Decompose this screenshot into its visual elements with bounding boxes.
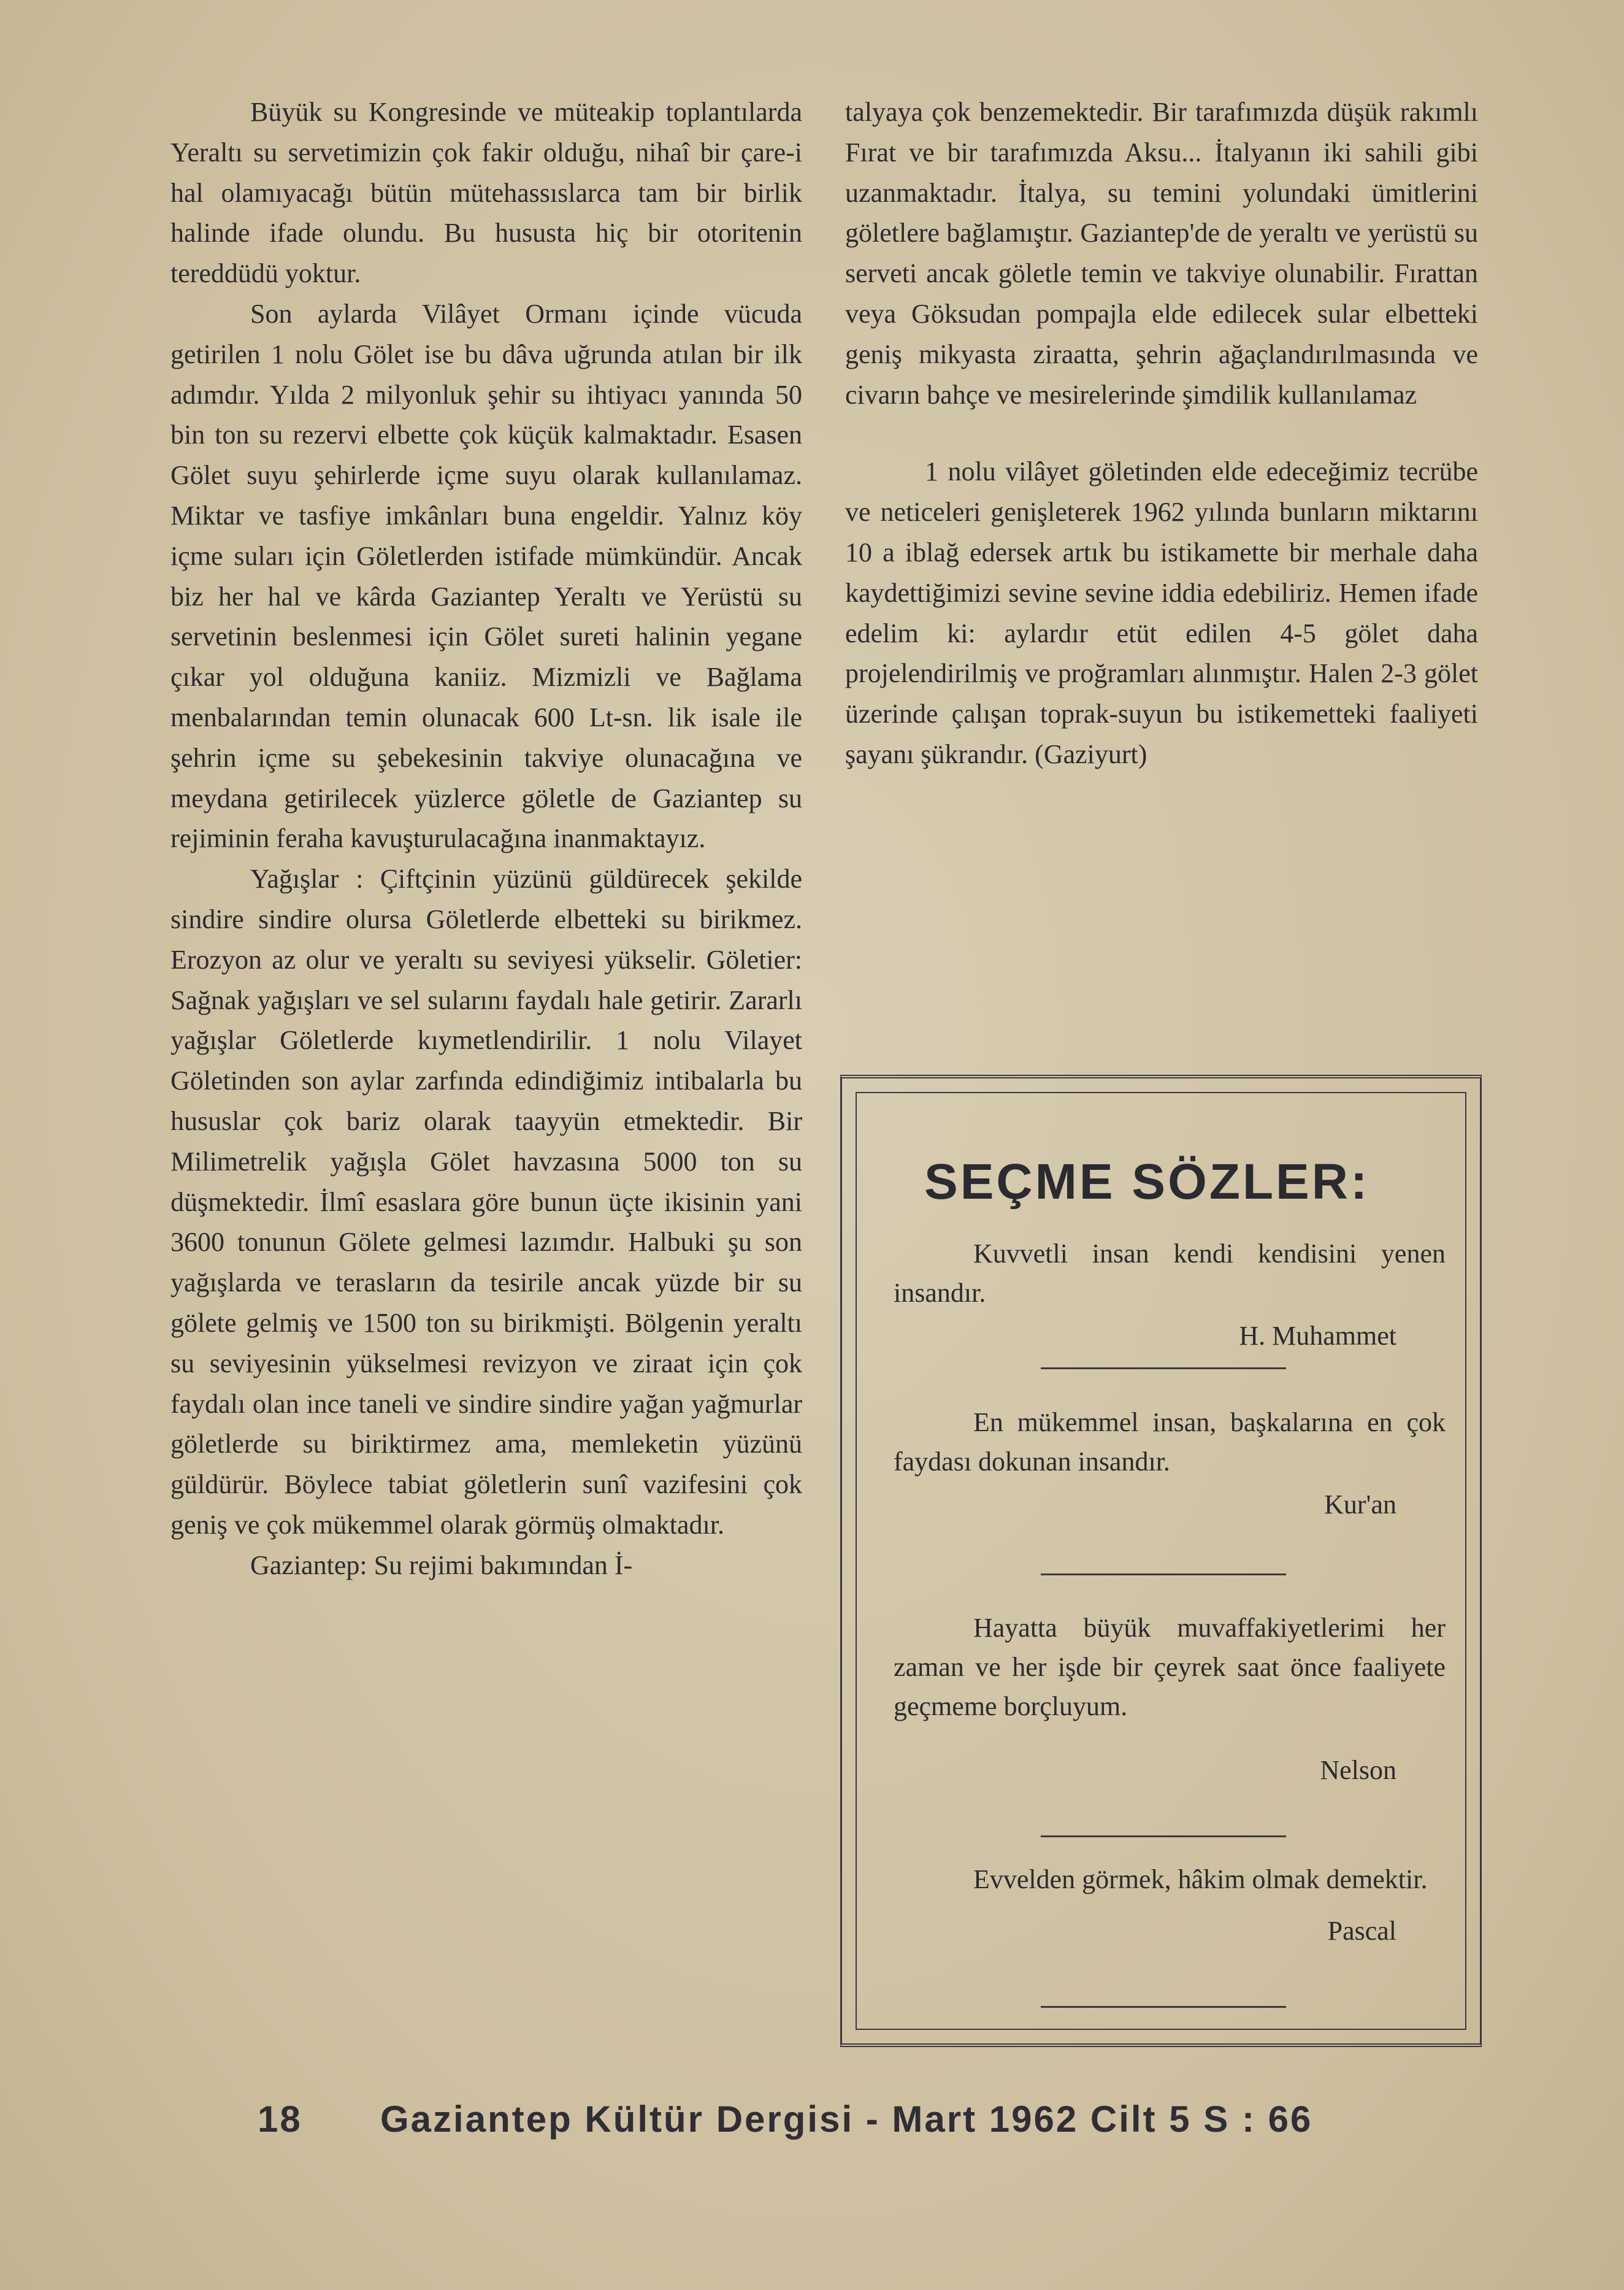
quote-author: H. Muhammet — [1239, 1321, 1396, 1351]
article-paragraph: Gaziantep: Su rejimi bakımından İ- — [250, 1550, 633, 1580]
journal-issue-line: Gaziantep Kültür Dergisi - Mart 1962 Cilt 5 S : 66 — [380, 2099, 1313, 2140]
selected-quotes-box — [840, 1075, 1482, 2047]
article-paragraph: Büyük su Kongresinde ve müteakip toplantılarda Yeraltı su servetimizin çok fakir olduğu, nihaî bir çare-i hal olamıyacağı bütün mütehassıslarca tam bir birlik halinde ifade olundu. Bu hususta hiç bir otoritenin tereddüdü yoktur. — [170, 97, 802, 289]
article-paragraph: 1 nolu vilâyet göletinden elde edeceğimiz tecrübe ve neticeleri genişleterek 1962 yılında bunların miktarını 10 a iblağ edersek artık bu istikamette bir merhale daha kaydettiğimizi sevine sevine iddia edebiliriz. Hemen ifade edelim ki: aylardır etüt edilen 4-5 gölet daha projelendirilmiş ve proğramları alınmıştır. Halen 2-3 gölet üzerinde çalışan toprak-suyun bu istikemetteki faaliyeti şayanı şükrandır. (Gaziyurt) — [845, 456, 1478, 769]
box-inner-frame — [856, 1092, 1466, 2030]
quote-item — [894, 1403, 1446, 1524]
quote-separator — [1041, 1573, 1286, 1575]
left-article-column — [170, 92, 802, 1585]
article-paragraph: Yağışlar : Çiftçinin yüzünü güldürecek şekilde sindire sindire olursa Göletlerde elbetteki su birikmez. Erozyon az olur ve yeraltı su seviyesi yükselir. Göletier: Sağnak yağışları ve sel sularını faydalı hale getirir. Zararlı yağışlar Göletlerde kıymetlendirilir. 1 nolu Vilayet Göletinden son aylar zarfında edindiğimiz intibalarla bu hususlar çok bariz olarak taayyün etmektedir. Bir Milimetrelik yağışla Gölet havzasına 5000 ton su düşmektedir. İlmî esaslara göre bunun üçte ikisinin yani 3600 tonunun Gölete gelmesi lazımdır. Halbuki şu son yağışlarda ve terasların da tesirile ancak yüzde bir su gölete gelmiş ve 1500 ton su birikmişti. Bölgenin yeraltı su seviyesinin yükselmesi revizyon ve ziraat için çok faydalı olan ince taneli ve sindire sindire yağan yağmurlar göletlerde su biriktirmez ama, memleketin yüzünü güldürür. Böylece tabiat göletlerin sunî vazifesini çok geniş ve çok mükemmel olarak görmüş olmaktadır. — [170, 864, 802, 1540]
quote-item — [894, 1234, 1446, 1356]
quote-separator — [1041, 1367, 1286, 1369]
quote-separator — [1041, 1835, 1286, 1837]
quote-item — [894, 1860, 1446, 1951]
quote-text: Evvelden görmek, hâkim olmak demektir. — [973, 1864, 1428, 1894]
quote-item — [894, 1608, 1446, 1790]
quote-text: En mükemmel insan, başkalarına en çok faydası dokunan insandır. — [894, 1407, 1446, 1477]
quote-text: Hayatta büyük muvaffakiyetlerimi her zaman ve her işde bir çeyrek saat önce faaliyete geçmeme borçluyum. — [894, 1613, 1446, 1721]
quote-author: Pascal — [1327, 1916, 1396, 1946]
article-paragraph: talyaya çok benzemektedir. Bir tarafımızda düşük rakımlı Fırat ve bir tarafımızda Aksu... İtalyanın iki sahili gibi uzanmaktadır. İtalya, su temini yolundaki ümitlerini göletlere bağlamıştır. Gaziantep'de de yeraltı ve yerüstü su serveti ancak göletle temin ve takviye olunabilir. Fırattan veya Göksudan pompajla elde edilecek sular elbetteki geniş mikyasta ziraatta, şehrin ağaçlandırılmasında ve civarın bahçe ve mesirelerinde şimdilik kullanılamaz — [845, 97, 1478, 410]
box-title: SEÇME SÖZLER: — [924, 1154, 1370, 1210]
article-paragraph: Son aylarda Vilâyet Ormanı içinde vücuda getirilen 1 nolu Gölet ise bu dâva uğrunda atılan bir ilk adımdır. Yılda 2 milyonluk şehir su ihtiyacı yanında 50 bin ton su rezervi elbette çok küçük kalmaktadır. Esasen Gölet suyu şehirlerde içme suyu olarak kullanılamaz. Miktar ve tasfiye imkânları buna engeldir. Yalnız köy içme suları için Göletlerden istifade mümkündür. Ancak biz her hal ve kârda Gaziantep Yeraltı ve Yerüstü su servetinin beslenmesi için Gölet sureti halinin yegane çıkar yol olduğuna kaniiz. Mizmizli ve Bağlama menbalarından temin olunacak 600 Lt-sn. lik isale ile şehrin içme su şebekesinin takviye olunacağına ve meydana getirilecek yüzlerce göletle de Gaziantep su rejiminin feraha kavuşturulacağına inanmaktayız. — [170, 298, 802, 854]
quote-text: Kuvvetli insan kendi kendisini yenen insandır. — [894, 1239, 1446, 1308]
quote-author: Kur'an — [1324, 1489, 1396, 1520]
page-number: 18 — [258, 2099, 302, 2140]
right-article-column — [845, 92, 1478, 775]
quote-author: Nelson — [1320, 1755, 1396, 1785]
page-footer — [258, 2098, 1484, 2140]
quote-separator — [1041, 2006, 1286, 2008]
